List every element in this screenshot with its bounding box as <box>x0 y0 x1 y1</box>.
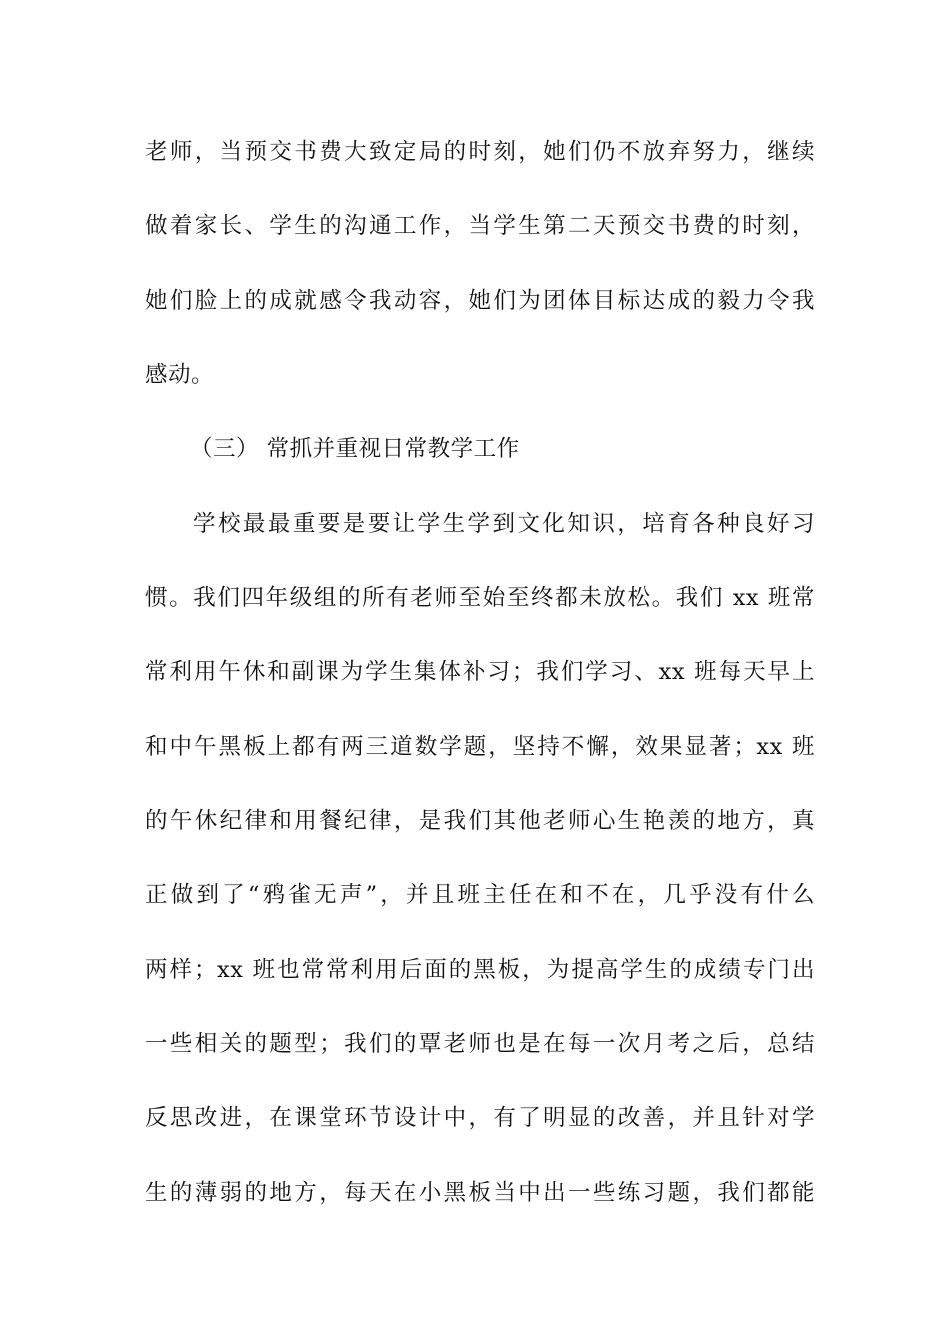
paragraph-1-line-3: 她们脸上的成就感令我动容，她们为团体目标达成的毅力令我 <box>145 288 815 314</box>
paragraph-2-line-3: 常利用午休和副课为学生集体补习；我们学习、xx 班每天早上 <box>145 659 815 685</box>
paragraph-1-line-4: 感动。 <box>145 362 215 388</box>
paragraph-2-line-8: 一些相关的题型；我们的覃老师也是在每一次月考之后，总结 <box>145 1031 815 1057</box>
paragraph-2-line-5: 的午休纪律和用餐纪律，是我们其他老师心生艳羡的地方，真 <box>145 808 815 834</box>
paragraph-1-line-1: 老师，当预交书费大致定局的时刻，她们仍不放弃努力，继续 <box>145 139 815 165</box>
paragraph-2-line-9: 反思改进，在课堂环节设计中，有了明显的改善，并且针对学 <box>145 1105 815 1131</box>
paragraph-2-line-4: 和中午黑板上都有两三道数学题，坚持不懈，效果显著；xx 班 <box>145 734 815 760</box>
section-heading: （三） 常抓并重视日常教学工作 <box>190 436 520 462</box>
paragraph-2-line-2: 惯。我们四年级组的所有老师至始至终都未放松。我们 xx 班常 <box>145 585 815 611</box>
paragraph-2-line-6: 正做到了“鸦雀无声”，并且班主任在和不在，几乎没有什么 <box>145 882 815 908</box>
paragraph-2-line-1: 学校最最重要是要让学生学到文化知识，培育各种良好习 <box>193 511 815 537</box>
paragraph-2-line-10: 生的薄弱的地方，每天在小黑板当中出一些练习题，我们都能 <box>145 1180 815 1206</box>
paragraph-2-line-7: 两样；xx 班也常常利用后面的黑板，为提高学生的成绩专门出 <box>145 957 815 983</box>
paragraph-1-line-2: 做着家长、学生的沟通工作，当学生第二天预交书费的时刻， <box>145 213 815 239</box>
